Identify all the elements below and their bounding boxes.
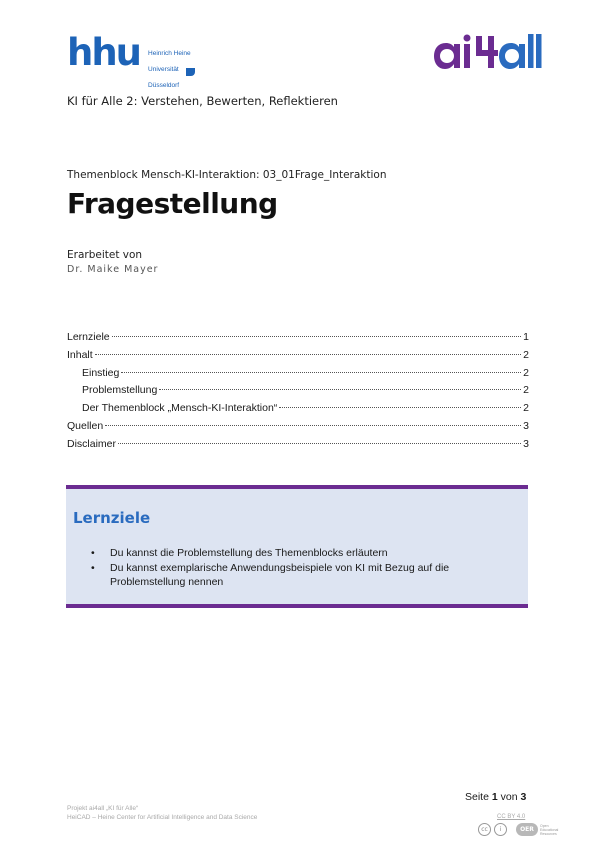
hhu-logo-mark: hhu [67,31,141,74]
lernziel-text: Du kannst exemplarische Anwendungsbeispiele von KI mit Bezug auf die Problemstellung nennen [110,561,450,588]
footer-project: Projekt ai4all „KI für Alle“ [67,805,139,812]
hhu-logo-line: Heinrich Heine [148,50,191,57]
bullet-icon: • [91,561,95,574]
toc-entry-inhalt[interactable] [67,349,529,367]
hhu-logo-line: Düsseldorf [148,82,180,89]
document-title: Fragestellung [67,187,278,220]
page-prefix: Seite [465,791,489,803]
oer-mark: OER [516,823,538,836]
toc-leader [105,425,521,426]
by-attribution-icon: i [494,823,507,836]
footer-center: HeiCAD – Heine Center for Artificial Intelligence and Data Science [67,814,258,821]
toc-entry-lernziele[interactable] [67,331,529,349]
toc-entry-themenblock[interactable] [67,402,529,420]
oer-text-line: Open [540,823,549,828]
list-item [91,561,510,590]
toc-label: Disclaimer [67,437,117,450]
author-name: Dr. Maike Mayer [67,264,159,275]
course-title: KI für Alle 2: Verstehen, Bewerten, Reflektieren [67,94,338,108]
toc-label: Quellen [67,419,104,432]
toc-label: Einstieg [82,366,120,379]
toc-page: 2 [523,348,529,361]
page-number [465,791,526,803]
toc-leader [121,372,521,373]
lernziele-box [66,485,528,608]
toc-label: Der Themenblock „Mensch-KI-Interaktion“ [82,402,278,415]
toc-leader [118,443,521,444]
license-icons [478,823,558,836]
lernziele-list [91,546,510,590]
toc-page: 2 [523,384,529,397]
toc-page: 3 [523,437,529,450]
toc-label: Lernziele [67,331,110,343]
toc-entry-quellen[interactable] [67,420,529,438]
toc-leader [159,389,521,390]
toc-entry-problemstellung[interactable] [67,384,529,402]
oer-logo [516,823,558,836]
list-item [91,546,510,561]
toc-leader [279,407,521,408]
page-total: 3 [520,791,527,803]
toc-leader [95,354,521,355]
bullet-icon: • [91,547,95,559]
oer-text-line: Educational [540,827,559,832]
themenblock-line: Themenblock Mensch-KI-Interaktion: 03_01Frage_Interaktion [67,169,387,181]
toc-label: Inhalt [67,348,93,361]
toc-page: 2 [523,402,529,415]
footer-info [67,804,257,822]
toc-entry-einstieg[interactable] [67,367,529,385]
oer-text-line: Resources [540,831,557,836]
author-label: Erarbeitet von [67,249,143,261]
toc-label: Problemstellung [82,384,158,397]
toc-page: 2 [523,366,529,379]
ai4all-logo [432,30,542,74]
hhu-logo-line: Universität [148,66,179,73]
table-of-contents [67,331,529,456]
page-current: 1 [491,791,498,803]
toc-leader [112,336,522,337]
license-link[interactable]: CC BY 4.0 [497,814,526,820]
cc-icon: cc [478,823,491,836]
lernziele-heading: Lernziele [73,509,151,527]
toc-page: 1 [523,331,529,343]
hhu-logo-dot [186,68,195,76]
lernziel-text: Du kannst die Problemstellung des Themenblocks erläutern [110,547,388,559]
toc-entry-disclaimer[interactable] [67,438,529,456]
toc-page: 3 [523,419,529,432]
oer-text [540,824,558,836]
page-separator: von [500,791,518,803]
